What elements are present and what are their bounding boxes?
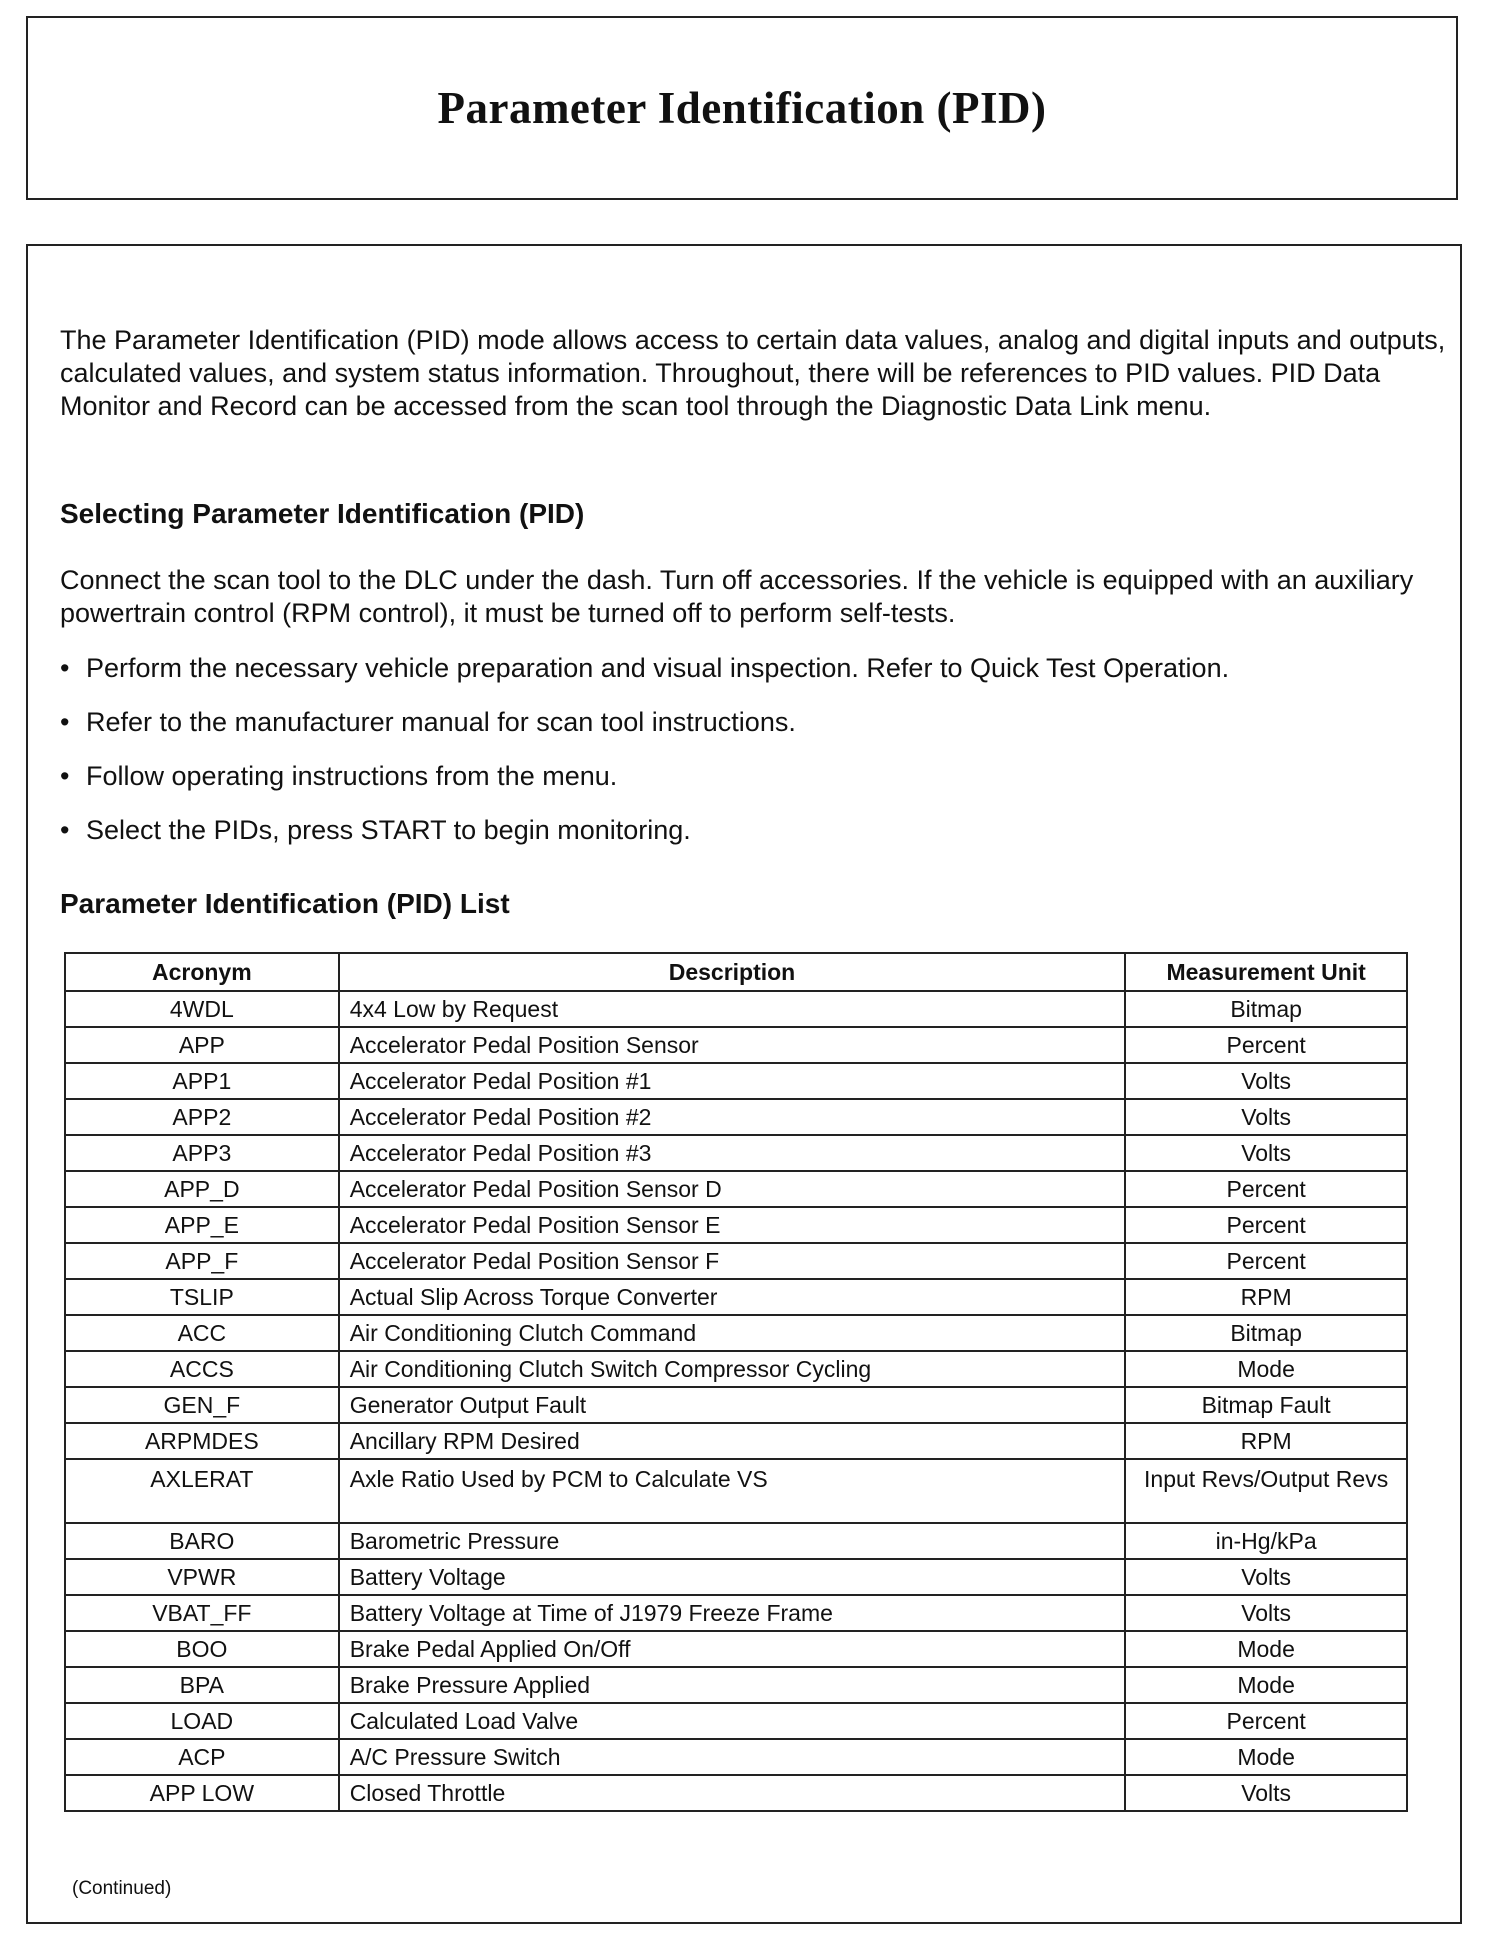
acronym-cell: AXLERAT [65, 1459, 339, 1523]
acronym-cell: GEN_F [65, 1387, 339, 1423]
acronym-cell: ACC [65, 1315, 339, 1351]
unit-cell: Percent [1125, 1243, 1407, 1279]
table-row [65, 1279, 1407, 1315]
acronym-cell: APP_F [65, 1243, 339, 1279]
acronym-cell: LOAD [65, 1703, 339, 1739]
selecting-paragraph: Connect the scan tool to the DLC under the dash. Turn off accessories. If the vehicle is equipped with an auxiliary powertrain control (RPM control), it must be turned off to perform self-tests. [60, 565, 1414, 628]
description-cell: Battery Voltage [339, 1559, 1126, 1595]
acronym-cell: 4WDL [65, 991, 339, 1027]
table-row [65, 1703, 1407, 1739]
title-box [26, 16, 1458, 200]
description-cell: Accelerator Pedal Position Sensor F [339, 1243, 1126, 1279]
continued-note: (Continued) [72, 1878, 172, 1899]
acronym-cell: VPWR [65, 1559, 339, 1595]
unit-cell: Mode [1125, 1351, 1407, 1387]
table-row [65, 1135, 1407, 1171]
acronym-cell: APP1 [65, 1063, 339, 1099]
unit-cell: RPM [1125, 1279, 1407, 1315]
table-row [65, 1315, 1407, 1351]
instruction-list [60, 650, 1450, 866]
description-cell: Brake Pressure Applied [339, 1667, 1126, 1703]
table-row [65, 1351, 1407, 1387]
acronym-cell: ACP [65, 1739, 339, 1775]
unit-cell: Bitmap [1125, 1315, 1407, 1351]
description-cell: Brake Pedal Applied On/Off [339, 1631, 1126, 1667]
acronym-cell: APP2 [65, 1099, 339, 1135]
description-cell: Accelerator Pedal Position #3 [339, 1135, 1126, 1171]
table-row [65, 1387, 1407, 1423]
unit-cell: Bitmap [1125, 991, 1407, 1027]
unit-cell: Percent [1125, 1171, 1407, 1207]
unit-cell: Volts [1125, 1099, 1407, 1135]
unit-cell: Bitmap Fault [1125, 1387, 1407, 1423]
description-cell: Accelerator Pedal Position Sensor [339, 1027, 1126, 1063]
unit-cell: RPM [1125, 1423, 1407, 1459]
page-title: Parameter Identification (PID) [437, 83, 1047, 133]
unit-cell: Volts [1125, 1559, 1407, 1595]
acronym-cell: ACCS [65, 1351, 339, 1387]
acronym-cell: APP_E [65, 1207, 339, 1243]
description-cell: Air Conditioning Clutch Command [339, 1315, 1126, 1351]
description-cell: Ancillary RPM Desired [339, 1423, 1126, 1459]
table-row [65, 1459, 1407, 1523]
description-cell: Accelerator Pedal Position Sensor D [339, 1171, 1126, 1207]
table-row [65, 1739, 1407, 1775]
table-row [65, 1027, 1407, 1063]
table-row [65, 1775, 1407, 1811]
description-cell: Accelerator Pedal Position #1 [339, 1063, 1126, 1099]
content-box [26, 244, 1462, 1924]
table-row [65, 1559, 1407, 1595]
acronym-cell: BOO [65, 1631, 339, 1667]
table-row [65, 1631, 1407, 1667]
description-cell: Accelerator Pedal Position #2 [339, 1099, 1126, 1135]
description-cell: A/C Pressure Switch [339, 1739, 1126, 1775]
acronym-cell: APP3 [65, 1135, 339, 1171]
description-cell: Battery Voltage at Time of J1979 Freeze Frame [339, 1595, 1126, 1631]
description-cell: Accelerator Pedal Position Sensor E [339, 1207, 1126, 1243]
table-row [65, 1063, 1407, 1099]
pid-list-heading: Parameter Identification (PID) List [60, 888, 510, 919]
unit-cell: Percent [1125, 1027, 1407, 1063]
header-acronym: Acronym [65, 953, 339, 991]
header-description: Description [339, 953, 1126, 991]
table-row [65, 1595, 1407, 1631]
instruction-item: • Perform the necessary vehicle preparation and visual inspection. Refer to Quick Test Operation. [60, 653, 1230, 683]
description-cell: Generator Output Fault [339, 1387, 1126, 1423]
acronym-cell: TSLIP [65, 1279, 339, 1315]
instruction-item: • Follow operating instructions from the menu. [60, 761, 618, 791]
description-cell: Closed Throttle [339, 1775, 1126, 1811]
table-row [65, 1207, 1407, 1243]
table-row [65, 1523, 1407, 1559]
acronym-cell: VBAT_FF [65, 1595, 339, 1631]
instruction-item: • Select the PIDs, press START to begin monitoring. [60, 815, 691, 845]
description-cell: Actual Slip Across Torque Converter [339, 1279, 1126, 1315]
unit-cell: Mode [1125, 1667, 1407, 1703]
unit-cell: Percent [1125, 1703, 1407, 1739]
table-row [65, 1423, 1407, 1459]
acronym-cell: APP_D [65, 1171, 339, 1207]
acronym-cell: APP [65, 1027, 339, 1063]
instruction-item: • Refer to the manufacturer manual for scan tool instructions. [60, 707, 796, 737]
table-row [65, 991, 1407, 1027]
unit-cell: Input Revs/Output Revs [1125, 1459, 1407, 1523]
unit-cell: Percent [1125, 1207, 1407, 1243]
description-cell: Calculated Load Valve [339, 1703, 1126, 1739]
table-header-row [65, 953, 1407, 991]
acronym-cell: ARPMDES [65, 1423, 339, 1459]
description-cell: Barometric Pressure [339, 1523, 1126, 1559]
unit-cell: Volts [1125, 1135, 1407, 1171]
table-row [65, 1243, 1407, 1279]
pid-table [64, 952, 1408, 1812]
intro-paragraph: The Parameter Identification (PID) mode allows access to certain data values, analog and digital inputs and outputs, calculated values, and system status information. Throughout, there will be references to PID values. PID Data Monitor and Record can be accessed from the scan tool through the Diagnostic Data Link menu. [60, 325, 1446, 421]
header-measurement-unit: Measurement Unit [1125, 953, 1407, 991]
unit-cell: Volts [1125, 1063, 1407, 1099]
unit-cell: Mode [1125, 1631, 1407, 1667]
unit-cell: in-Hg/kPa [1125, 1523, 1407, 1559]
unit-cell: Mode [1125, 1739, 1407, 1775]
selecting-heading: Selecting Parameter Identification (PID) [60, 498, 585, 529]
table-row [65, 1667, 1407, 1703]
description-cell: Axle Ratio Used by PCM to Calculate VS [339, 1459, 1126, 1523]
table-row [65, 1171, 1407, 1207]
description-cell: Air Conditioning Clutch Switch Compressor Cycling [339, 1351, 1126, 1387]
unit-cell: Volts [1125, 1595, 1407, 1631]
description-cell: 4x4 Low by Request [339, 991, 1126, 1027]
acronym-cell: APP LOW [65, 1775, 339, 1811]
acronym-cell: BARO [65, 1523, 339, 1559]
table-row [65, 1099, 1407, 1135]
acronym-cell: BPA [65, 1667, 339, 1703]
unit-cell: Volts [1125, 1775, 1407, 1811]
